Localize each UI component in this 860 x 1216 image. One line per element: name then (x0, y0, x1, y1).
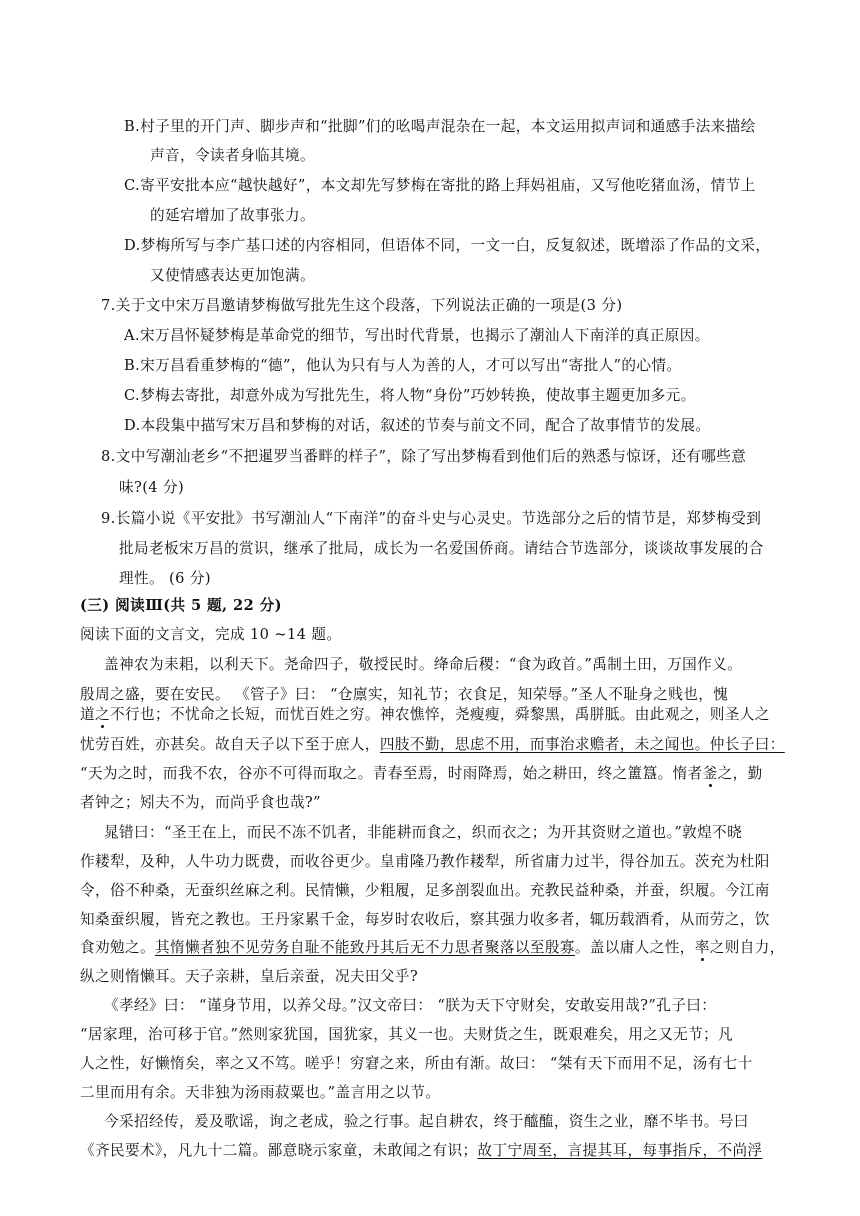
section-heading: (三) 阅读Ⅲ(共 5 题, 22 分) (80, 597, 282, 614)
passage-p1-line2: 殷周之盛，要在安民。 《管子》曰： “仓廪实，知礼节；衣食足，知荣辱。”圣人不耻身之贱也，愧 (80, 686, 729, 703)
emphasis-dot-char: 釜 (702, 765, 718, 782)
q6-option-d-line2: 又使情感表达更加饱满。 (150, 267, 315, 284)
passage-p1-line5: “天为之时，而我不农，谷亦不可得而取之。青春至焉，时雨降焉，始之耕田，终之簠簋。惰者釜之，勤 (80, 765, 763, 782)
q7-option-b: B.宋万昌看重梦梅的“德”，他认为只有与人为善的人，才可以写出“寄批人”的心情。 (124, 357, 682, 374)
q6-option-c-line2: 的延宕增加了故事张力。 (150, 207, 315, 224)
emphasis-dot-char: 之 (95, 706, 110, 723)
q6-option-b-line2: 声音，令读者身临其境。 (150, 147, 315, 164)
passage-p2-line6: 纵之则惰懒耳。天子亲耕，皇后亲蚕，况夫田父乎? (80, 968, 419, 985)
underlined-sentence-1: 四肢不勤，思虑不用，而事治求赡者，未之闻也。 (379, 736, 710, 753)
q8-stem-line1: 8.文中写潮汕老乡“不把暹罗当番畔的样子”，除了写出梦梅看到他们后的熟悉与惊讶，还有哪些意 (101, 448, 747, 465)
passage-p2-line3: 令，俗不种桑，无蚕织丝麻之利。民情懒，少粗履，足多剖裂血出。充教民益种桑，并蚕，织履。今江南 (80, 882, 770, 899)
q9-stem-line1: 9.长篇小说《平安批》书写潮汕人“下南洋”的奋斗史与心灵史。节选部分之后的情节是，郑梦梅受到 (101, 510, 762, 527)
q7-option-d: D.本段集中描写宋万昌和梦梅的对话，叙述的节奏与前文不同，配合了故事情节的发展。 (124, 417, 711, 434)
passage-p3-line4: 二里而用有余。天非独为汤雨菽粟也。”盖言用之以节。 (80, 1084, 441, 1101)
passage-p2-line5: 食劝勉之。其惰懒者独不见劳务自耻不能致丹其后无不力思者聚落以至殷寡。盖以庸人之性，率之则自力， (80, 939, 785, 956)
q8-stem-line2: 味?(4 分) (119, 479, 185, 496)
q6-option-b-line1: B.村子里的开门声、脚步声和“批脚”们的吆喝声混杂在一起，本文运用拟声词和通感手法来描绘 (124, 118, 756, 135)
passage-p2-line4: 知桑蚕织履，皆充之教也。王丹家累千金，每岁时农收后，察其强力收多者，辄历载酒肴，从而劳之，饮 (80, 911, 770, 928)
passage-p3-line3: 人之性，好懒惰矣，率之又不笃。嗟乎！穷窘之来，所由有渐。故曰： “桀有天下而用不足，汤有七十 (80, 1055, 753, 1072)
underlined-sentence-3: 故丁宁周至，言提其耳，每事指斥，不尚浮 (477, 1142, 763, 1159)
passage-p1-line1: 盖神农为耒耜，以利天下。尧命四子，敬授民时。绛命后稷：“食为政首。”禹制土田，万国作义。 (104, 656, 743, 673)
q6-option-c-line1: C.寄平安批本应“越快越好”，本文却先写梦梅在寄批的路上拜妈祖庙，又写他吃猪血汤，情节上 (124, 177, 756, 194)
emphasis-dot-char: 率 (694, 939, 710, 956)
q9-stem-line3: 理性。 (6 分) (119, 570, 211, 587)
q7-stem: 7.关于文中宋万昌邀请梦梅做写批先生这个段落，下列说法正确的一项是(3 分) (101, 297, 623, 314)
q9-stem-line2: 批局老板宋万昌的赏识，继承了批局，成长为一名爱国侨商。请结合节选部分，谈谈故事发展的合 (119, 540, 764, 557)
passage-p4-line1: 今采招经传，爰及歌谣，询之老成，验之行事。起自耕农，终于醯醢，资生之业，靡不毕书。号曰 (104, 1113, 749, 1130)
q6-option-d-line1: D.梦梅所写与李广基口述的内容相同，但语体不同，一文一白，反复叙述，既增添了作品的文采， (124, 237, 771, 254)
q7-option-a: A.宋万昌怀疑梦梅是革命党的细节，写出时代背景，也揭示了潮汕人下南洋的真正原因。 (124, 327, 710, 344)
passage-p2-line1: 晁错曰：“圣王在上，而民不冻不饥者，非能耕而食之，织而衣之；为开其资财之道也。”敦煌不晓 (104, 824, 743, 841)
underlined-sentence-2: 其惰懒者独不见劳务自耻不能致丹其后无不力思者聚落以至殷寡 (154, 939, 575, 956)
passage-p1-line4: 忧劳百姓，亦甚矣。故自天子以下至于庶人，四肢不勤，思虑不用，而事治求赡者，未之闻也。仲长子曰： (80, 736, 785, 753)
passage-p2-line2: 作耧犁，及种，人牛功力既费，而收谷更少。皇甫隆乃教作耧犁，所省庸力过半，得谷加五。茨充为杜阳 (80, 853, 770, 870)
passage-p4-line2: 《齐民要术》，凡九十二篇。鄙意晓示家童，未敢闻之有识；故丁宁周至，言提其耳，每事指斥，不尚浮 (80, 1142, 763, 1159)
passage-p1-line3: 道之不行也；不忧命之长短，而忧百姓之穷。神农憔悴，尧瘦瘦，舜黎黑，禹胼胝。由此观之，则圣人之 (80, 706, 770, 723)
q7-option-c: C.梦梅去寄批，却意外成为写批先生，将人物“身份”巧妙转换，使故事主题更加多元。 (124, 387, 696, 404)
section-instruction: 阅读下面的文言文，完成 10 ~14 题。 (80, 626, 342, 643)
passage-p3-line1: 《孝经》曰： “谨身节用，以养父母。”汉文帝曰： “朕为天下守财矣，安敢妄用哉?”孔子曰： (104, 997, 717, 1014)
passage-p1-line6: 者钟之；矧夫不为，而尚乎食也哉?” (80, 794, 321, 811)
passage-p3-line2: “居家理，治可移于官。”然则家犹国，国犹家，其义一也。夫财货之生，既艰难矣，用之又无节；凡 (80, 1026, 734, 1043)
